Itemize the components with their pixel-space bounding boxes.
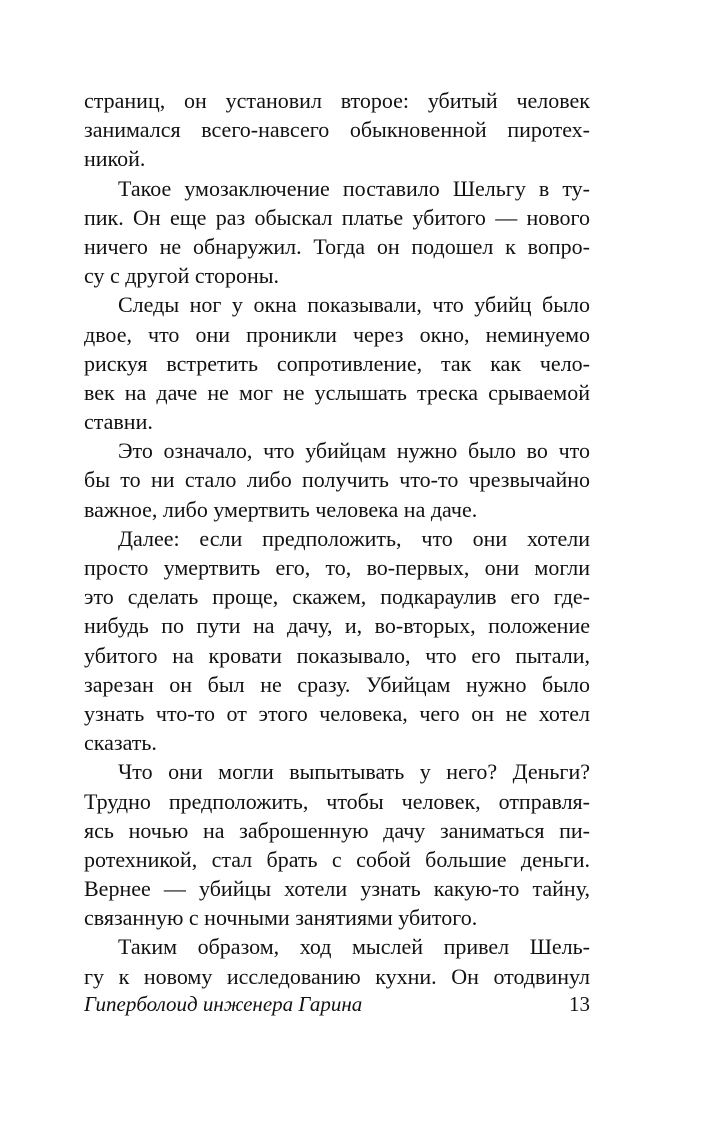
body-text xyxy=(84,86,590,991)
text-line: сказать. xyxy=(84,730,157,756)
text-line: бы то ни стало либо получить что-то чрезвычайно xyxy=(84,467,590,493)
text-line: зарезан он был не сразу. Убийцам нужно было xyxy=(84,671,590,697)
text-line: нибудь по пути на дачу, и, во-вторых, положение xyxy=(84,613,590,639)
text-line: пик. Он еще раз обыскал платье убитого — нового xyxy=(84,204,590,230)
text-line: Вернее — убийцы хотели узнать какую-то тайну, xyxy=(84,876,590,902)
text-line: гу к новому исследованию кухни. Он отодвинул xyxy=(84,963,590,989)
text-line: ставни. xyxy=(84,409,153,435)
text-line: двое, что они проникли через окно, неминуемо xyxy=(84,321,590,347)
text-line: ротехникой, стал брать с собой большие деньги. xyxy=(84,846,590,872)
text-line: Трудно предположить, чтобы человек, отправля- xyxy=(84,788,590,814)
text-line: су с другой стороны. xyxy=(84,263,280,289)
text-line: связанную с ночными занятиями убитого. xyxy=(84,905,478,931)
text-line: никой. xyxy=(84,146,146,172)
text-line: век на даче не мог не услышать треска срываемой xyxy=(84,379,590,405)
text-line: узнать что-то от этого человека, чего он не хотел xyxy=(84,700,590,726)
text-line: Далее: если предположить, что они хотели xyxy=(118,525,590,551)
page-footer xyxy=(84,992,590,1022)
running-title: Гиперболоид инженера Гарина xyxy=(84,992,363,1016)
text-line: важное, либо умертвить человека на даче. xyxy=(84,496,478,522)
text-line: просто умертвить его, то, во-первых, они могли xyxy=(84,555,590,580)
page-number: 13 xyxy=(569,992,590,1016)
text-line: Такое умозаключение поставило Шельгу в ту- xyxy=(118,175,590,201)
text-line: Следы ног у окна показывали, что убийц было xyxy=(118,292,590,318)
text-line: занимался всего-навсего обыкновенной пиротех- xyxy=(84,117,590,143)
text-line: рискуя встретить сопротивление, так как чело- xyxy=(84,350,590,376)
text-line: Что они могли выпытывать у него? Деньги? xyxy=(118,759,590,785)
text-line: страниц, он установил второе: убитый человек xyxy=(84,88,590,113)
text-line: это сделать проще, скажем, подкараулив его где- xyxy=(84,584,590,610)
text-line: Это означало, что убийцам нужно было во что xyxy=(118,438,590,464)
text-line: Таким образом, ход мыслей привел Шель- xyxy=(118,934,590,960)
text-line: ничего не обнаружил. Тогда он подошел к вопро- xyxy=(84,233,590,259)
text-line: убитого на кровати показывало, что его пытали, xyxy=(84,642,590,668)
text-line: ясь ночью на заброшенную дачу заниматься пи- xyxy=(84,817,590,843)
